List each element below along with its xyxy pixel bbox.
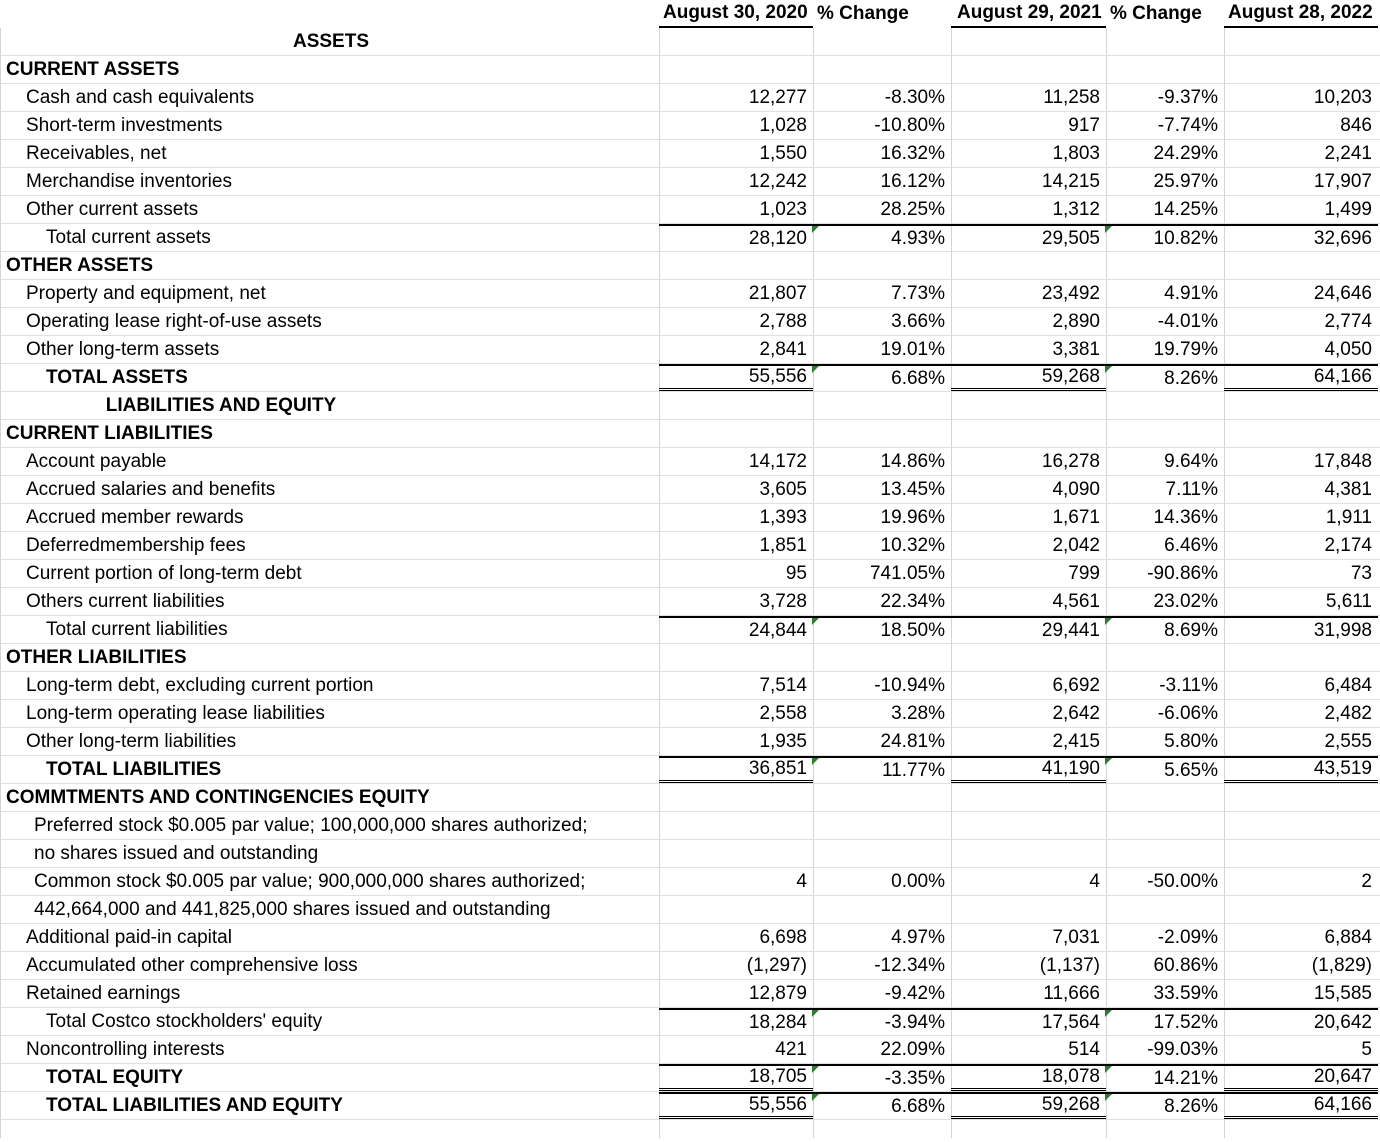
- change-2020-2021-cell[interactable]: 7.73%: [891, 282, 945, 304]
- row-label[interactable]: CURRENT LIABILITIES: [6, 422, 213, 444]
- change-2021-2022-cell[interactable]: [1106, 896, 1224, 923]
- change-2021-2022-cell[interactable]: -50.00%: [1147, 870, 1218, 892]
- row-label[interactable]: Total current liabilities: [46, 618, 228, 640]
- value-2021-cell[interactable]: 1,312: [1052, 198, 1100, 220]
- value-2022-cell[interactable]: [1224, 392, 1378, 419]
- change-2021-2022-cell[interactable]: -7.74%: [1157, 114, 1218, 136]
- row-label[interactable]: Cash and cash equivalents: [26, 86, 255, 108]
- change-2020-2021-cell[interactable]: 22.09%: [880, 1038, 945, 1060]
- table-row: [0, 476, 1380, 504]
- change-2021-2022-cell[interactable]: -6.06%: [1157, 702, 1218, 724]
- change-2020-2021-cell[interactable]: 10.32%: [880, 534, 945, 556]
- table-row: [0, 1008, 1380, 1036]
- change-2021-2022-cell[interactable]: 5.65%: [1106, 756, 1224, 783]
- change-2021-2022-cell[interactable]: [1106, 28, 1224, 55]
- value-2020-cell[interactable]: 4: [796, 870, 807, 892]
- value-2021-cell[interactable]: 18,078: [951, 1064, 1106, 1091]
- table-row: [0, 980, 1380, 1008]
- change-2020-2021-cell[interactable]: 28.25%: [880, 198, 945, 220]
- value-2020-cell[interactable]: [659, 784, 813, 811]
- table-row: [0, 700, 1380, 728]
- table-row: [0, 308, 1380, 336]
- formula-indicator-icon: [1105, 758, 1112, 765]
- value-2022-cell[interactable]: 43,519: [1224, 756, 1378, 783]
- value-2022-cell[interactable]: 5: [1361, 1038, 1372, 1060]
- value-2022-cell[interactable]: 17,907: [1313, 170, 1372, 192]
- value-2020-cell[interactable]: [659, 392, 813, 419]
- change-2020-2021-cell[interactable]: 13.45%: [880, 478, 945, 500]
- change-2021-2022-cell[interactable]: [1106, 420, 1224, 447]
- value-2022-cell[interactable]: 4,381: [1324, 478, 1372, 500]
- value-2020-cell[interactable]: 7,514: [759, 674, 807, 696]
- row-label[interactable]: Operating lease right-of-use assets: [26, 310, 322, 332]
- table-row: [0, 672, 1380, 700]
- table-row: [0, 840, 1380, 868]
- value-2022-cell[interactable]: 1,911: [1325, 506, 1372, 528]
- value-2021-cell[interactable]: 6,692: [1052, 674, 1100, 696]
- table-row: [0, 952, 1380, 980]
- value-2022-cell[interactable]: [1224, 420, 1378, 447]
- change-2020-2021-cell[interactable]: 14.86%: [880, 450, 945, 472]
- table-row: [0, 644, 1380, 672]
- formula-indicator-icon: [812, 618, 819, 625]
- table-row: [0, 1036, 1380, 1064]
- row-label[interactable]: Total current assets: [46, 226, 211, 248]
- value-2020-cell[interactable]: 1,393: [759, 506, 807, 528]
- table-row: [0, 504, 1380, 532]
- value-2021-cell[interactable]: 3,381: [1052, 338, 1100, 360]
- change-2021-2022-cell[interactable]: [1106, 56, 1224, 83]
- change-2020-2021-cell[interactable]: -9.42%: [884, 982, 945, 1004]
- change-2020-2021-cell[interactable]: [813, 644, 951, 671]
- value-2021-cell[interactable]: 14,215: [1041, 170, 1100, 192]
- value-2022-cell[interactable]: 5,611: [1325, 590, 1372, 612]
- change-2021-2022-cell[interactable]: 14.36%: [1153, 506, 1218, 528]
- change-2021-2022-cell[interactable]: 10.82%: [1106, 224, 1224, 251]
- change-2020-2021-cell[interactable]: 19.01%: [880, 338, 945, 360]
- value-2020-cell[interactable]: 55,556: [659, 364, 813, 391]
- value-2020-cell[interactable]: 28,120: [659, 224, 813, 251]
- table-row: [0, 28, 1380, 56]
- change-2020-2021-cell[interactable]: -3.94%: [813, 1008, 951, 1035]
- table-row: [0, 812, 1380, 840]
- value-2021-cell[interactable]: 59,268: [951, 1092, 1106, 1119]
- value-2022-cell[interactable]: 6,884: [1324, 926, 1372, 948]
- table-row: [0, 448, 1380, 476]
- value-2021-cell[interactable]: 1,671: [1052, 506, 1100, 528]
- value-2021-cell[interactable]: [951, 56, 1106, 83]
- value-2021-cell[interactable]: 29,441: [951, 616, 1106, 643]
- value-2021-cell[interactable]: [951, 896, 1106, 923]
- change-2020-2021-cell[interactable]: -10.94%: [874, 674, 945, 696]
- formula-indicator-icon: [812, 226, 819, 233]
- value-2020-cell[interactable]: 3,728: [759, 590, 807, 612]
- value-2020-cell[interactable]: 6,698: [759, 926, 807, 948]
- value-2021-cell[interactable]: 59,268: [951, 364, 1106, 391]
- value-2020-cell[interactable]: 55,556: [659, 1092, 813, 1119]
- change-2021-2022-cell[interactable]: -99.03%: [1147, 1038, 1218, 1060]
- change-2020-2021-cell[interactable]: 18.50%: [813, 616, 951, 643]
- change-2021-2022-cell[interactable]: 23.02%: [1153, 590, 1218, 612]
- row-label[interactable]: OTHER ASSETS: [6, 254, 154, 276]
- change-2021-2022-cell[interactable]: [1106, 644, 1224, 671]
- column-header-2020[interactable]: August 30, 2020: [659, 0, 813, 28]
- change-2020-2021-cell[interactable]: 16.32%: [880, 142, 945, 164]
- change-2020-2021-cell[interactable]: [813, 420, 951, 447]
- change-2021-2022-cell[interactable]: 25.97%: [1153, 170, 1218, 192]
- formula-indicator-icon: [812, 1066, 819, 1073]
- column-header-change-2020-2021[interactable]: % Change: [817, 3, 909, 24]
- change-2020-2021-cell[interactable]: [813, 840, 951, 867]
- row-label[interactable]: Property and equipment, net: [26, 282, 266, 304]
- value-2021-cell[interactable]: 29,505: [951, 224, 1106, 251]
- table-row: [0, 532, 1380, 560]
- change-2021-2022-cell[interactable]: -4.01%: [1157, 310, 1218, 332]
- table-row: [0, 868, 1380, 896]
- value-2021-cell[interactable]: (1,137): [1039, 954, 1100, 976]
- formula-indicator-icon: [1105, 618, 1112, 625]
- value-2021-cell[interactable]: 16,278: [1041, 450, 1100, 472]
- row-label[interactable]: Long-term operating lease liabilities: [26, 702, 325, 724]
- formula-indicator-icon: [1105, 1066, 1112, 1073]
- change-2021-2022-cell[interactable]: 60.86%: [1153, 954, 1218, 976]
- change-2020-2021-cell[interactable]: 16.12%: [880, 170, 945, 192]
- value-2021-cell[interactable]: 2,042: [1052, 534, 1100, 556]
- formula-indicator-icon: [812, 1010, 819, 1017]
- value-2022-cell[interactable]: 1,499: [1324, 198, 1372, 220]
- value-2020-cell[interactable]: [659, 896, 813, 923]
- change-2021-2022-cell[interactable]: 24.29%: [1153, 142, 1218, 164]
- change-2020-2021-cell[interactable]: 4.97%: [891, 926, 945, 948]
- row-label[interactable]: TOTAL LIABILITIES: [46, 758, 222, 780]
- formula-indicator-icon: [812, 1094, 819, 1101]
- table-row: [0, 252, 1380, 280]
- row-label[interactable]: Accrued salaries and benefits: [26, 478, 276, 500]
- value-2021-cell[interactable]: 11,258: [1043, 86, 1100, 108]
- value-2021-cell[interactable]: [951, 812, 1106, 839]
- table-row: [0, 560, 1380, 588]
- value-2020-cell[interactable]: [659, 840, 813, 867]
- value-2020-cell[interactable]: 12,242: [748, 170, 807, 192]
- row-label[interactable]: no shares issued and outstanding: [34, 842, 319, 864]
- value-2020-cell[interactable]: 1,023: [759, 198, 807, 220]
- value-2020-cell[interactable]: 24,844: [659, 616, 813, 643]
- change-2020-2021-cell[interactable]: 6.68%: [813, 364, 951, 391]
- row-label[interactable]: Noncontrolling interests: [26, 1038, 225, 1060]
- row-label[interactable]: TOTAL LIABILITIES AND EQUITY: [46, 1094, 343, 1116]
- value-2020-cell[interactable]: 14,172: [748, 450, 807, 472]
- row-label[interactable]: TOTAL ASSETS: [46, 366, 188, 388]
- value-2021-cell[interactable]: 4,561: [1052, 590, 1100, 612]
- row-label[interactable]: Short-term investments: [26, 114, 223, 136]
- change-2020-2021-cell[interactable]: 3.28%: [891, 702, 945, 724]
- row-label[interactable]: Others current liabilities: [26, 590, 225, 612]
- value-2021-cell[interactable]: [951, 644, 1106, 671]
- change-2021-2022-cell[interactable]: [1106, 812, 1224, 839]
- value-2022-cell[interactable]: [1224, 644, 1378, 671]
- value-2020-cell[interactable]: 18,284: [659, 1008, 813, 1035]
- change-2020-2021-cell[interactable]: 6.68%: [813, 1092, 951, 1119]
- change-2020-2021-cell[interactable]: -8.30%: [884, 86, 945, 108]
- value-2022-cell[interactable]: 24,646: [1313, 282, 1372, 304]
- value-2021-cell[interactable]: 4,090: [1052, 478, 1100, 500]
- formula-indicator-icon: [1105, 1010, 1112, 1017]
- table-row: [0, 168, 1380, 196]
- value-2020-cell[interactable]: 36,851: [659, 756, 813, 783]
- column-header-2022[interactable]: August 28, 2022: [1224, 0, 1378, 28]
- formula-indicator-icon: [812, 758, 819, 765]
- value-2020-cell[interactable]: 421: [775, 1038, 807, 1060]
- value-2022-cell[interactable]: 10,203: [1313, 86, 1372, 108]
- change-2021-2022-cell[interactable]: -90.86%: [1147, 562, 1218, 584]
- row-label[interactable]: Other long-term assets: [26, 338, 220, 360]
- value-2022-cell[interactable]: 2: [1361, 870, 1372, 892]
- value-2021-cell[interactable]: 11,666: [1043, 982, 1100, 1004]
- change-2020-2021-cell[interactable]: [813, 252, 951, 279]
- table-row: [0, 588, 1380, 616]
- value-2020-cell[interactable]: 1,851: [759, 534, 807, 556]
- value-2022-cell[interactable]: 31,998: [1224, 616, 1378, 643]
- row-label[interactable]: Total Costco stockholders' equity: [46, 1010, 323, 1032]
- row-label[interactable]: TOTAL EQUITY: [46, 1066, 184, 1088]
- change-2020-2021-cell[interactable]: 0.00%: [891, 870, 945, 892]
- value-2022-cell[interactable]: 64,166: [1224, 1092, 1378, 1119]
- table-row: [0, 756, 1380, 784]
- value-2021-cell[interactable]: 4: [1089, 870, 1100, 892]
- table-row: [0, 1092, 1380, 1120]
- row-label[interactable]: Additional paid-in capital: [26, 926, 232, 948]
- change-2021-2022-cell[interactable]: 6.46%: [1164, 534, 1218, 556]
- change-2020-2021-cell[interactable]: 3.66%: [891, 310, 945, 332]
- value-2022-cell[interactable]: [1224, 840, 1378, 867]
- change-2021-2022-cell[interactable]: 8.26%: [1106, 1092, 1224, 1119]
- row-label[interactable]: Other current assets: [26, 198, 199, 220]
- value-2020-cell[interactable]: 2,841: [759, 338, 807, 360]
- value-2022-cell[interactable]: 2,555: [1324, 730, 1372, 752]
- change-2020-2021-cell[interactable]: [813, 784, 951, 811]
- value-2020-cell[interactable]: 95: [785, 562, 807, 584]
- formula-indicator-icon: [1105, 1094, 1112, 1101]
- row-label[interactable]: CURRENT ASSETS: [6, 58, 180, 80]
- change-2020-2021-cell[interactable]: [813, 392, 951, 419]
- value-2020-cell[interactable]: 1,028: [759, 114, 807, 136]
- value-2021-cell[interactable]: 17,564: [951, 1008, 1106, 1035]
- row-label[interactable]: Other long-term liabilities: [26, 730, 237, 752]
- value-2020-cell[interactable]: [659, 252, 813, 279]
- value-2021-cell[interactable]: [951, 840, 1106, 867]
- value-2020-cell[interactable]: 12,879: [748, 982, 807, 1004]
- change-2020-2021-cell[interactable]: [813, 812, 951, 839]
- row-label[interactable]: COMMTMENTS AND CONTINGENCIES EQUITY: [6, 786, 430, 808]
- value-2022-cell[interactable]: 20,647: [1224, 1064, 1378, 1091]
- change-2021-2022-cell[interactable]: 9.64%: [1164, 450, 1218, 472]
- value-2020-cell[interactable]: [659, 812, 813, 839]
- value-2020-cell[interactable]: 3,605: [759, 478, 807, 500]
- value-2022-cell[interactable]: [1224, 56, 1378, 83]
- change-2020-2021-cell[interactable]: 741.05%: [869, 562, 945, 584]
- change-2021-2022-cell[interactable]: 8.26%: [1106, 364, 1224, 391]
- row-label[interactable]: Receivables, net: [26, 142, 167, 164]
- column-header-2021[interactable]: August 29, 2021: [951, 0, 1106, 28]
- change-2020-2021-cell[interactable]: 22.34%: [880, 590, 945, 612]
- value-2021-cell[interactable]: 2,890: [1052, 310, 1100, 332]
- row-label[interactable]: Common stock $0.005 par value; 900,000,000 shares authorized;: [34, 870, 586, 892]
- value-2021-cell[interactable]: 799: [1068, 562, 1100, 584]
- value-2020-cell[interactable]: [659, 56, 813, 83]
- change-2021-2022-cell[interactable]: 14.21%: [1106, 1064, 1224, 1091]
- row-label[interactable]: Merchandise inventories: [26, 170, 232, 192]
- value-2022-cell[interactable]: 73: [1350, 562, 1372, 584]
- value-2021-cell[interactable]: [951, 784, 1106, 811]
- row-label[interactable]: ASSETS: [292, 30, 370, 52]
- value-2021-cell[interactable]: 514: [1068, 1038, 1100, 1060]
- change-2021-2022-cell[interactable]: -2.09%: [1157, 926, 1218, 948]
- table-row: [0, 224, 1380, 252]
- table-row: [0, 784, 1380, 812]
- value-2022-cell[interactable]: 15,585: [1313, 982, 1372, 1004]
- value-2022-cell[interactable]: 2,174: [1324, 534, 1372, 556]
- change-2020-2021-cell[interactable]: [813, 56, 951, 83]
- value-2022-cell[interactable]: 2,482: [1324, 702, 1372, 724]
- change-2021-2022-cell[interactable]: [1106, 252, 1224, 279]
- value-2021-cell[interactable]: 7,031: [1052, 926, 1100, 948]
- change-2020-2021-cell[interactable]: -10.80%: [874, 114, 945, 136]
- value-2022-cell[interactable]: [1224, 784, 1378, 811]
- value-2022-cell[interactable]: [1224, 252, 1378, 279]
- table-row: [0, 616, 1380, 644]
- value-2022-cell[interactable]: [1224, 812, 1378, 839]
- row-label[interactable]: Preferred stock $0.005 par value; 100,000,000 shares authorized;: [34, 814, 588, 836]
- change-2020-2021-cell[interactable]: 19.96%: [880, 506, 945, 528]
- change-2020-2021-cell[interactable]: -3.35%: [813, 1064, 951, 1091]
- value-2021-cell[interactable]: 41,190: [951, 756, 1106, 783]
- table-row: [0, 84, 1380, 112]
- value-2021-cell[interactable]: 2,642: [1052, 702, 1100, 724]
- value-2020-cell[interactable]: 1,935: [759, 730, 807, 752]
- value-2021-cell[interactable]: [951, 392, 1106, 419]
- value-2020-cell[interactable]: [659, 28, 813, 55]
- value-2022-cell[interactable]: [1224, 28, 1378, 55]
- value-2022-cell[interactable]: [1224, 896, 1378, 923]
- change-2021-2022-cell[interactable]: 14.25%: [1153, 198, 1218, 220]
- table-row: [0, 140, 1380, 168]
- change-2021-2022-cell[interactable]: 5.80%: [1164, 730, 1218, 752]
- value-2021-cell[interactable]: 23,492: [1041, 282, 1100, 304]
- value-2021-cell[interactable]: 2,415: [1052, 730, 1100, 752]
- change-2020-2021-cell[interactable]: 24.81%: [880, 730, 945, 752]
- value-2022-cell[interactable]: 4,050: [1324, 338, 1372, 360]
- table-row: [0, 112, 1380, 140]
- row-label[interactable]: Retained earnings: [26, 982, 181, 1004]
- formula-indicator-icon: [1105, 366, 1112, 373]
- value-2020-cell[interactable]: 12,277: [748, 86, 807, 108]
- value-2020-cell[interactable]: 2,788: [759, 310, 807, 332]
- change-2020-2021-cell[interactable]: 11.77%: [813, 756, 951, 783]
- row-label[interactable]: Long-term debt, excluding current portion: [26, 674, 374, 696]
- row-label[interactable]: LIABILITIES AND EQUITY: [105, 394, 337, 416]
- change-2021-2022-cell[interactable]: 7.11%: [1165, 478, 1218, 500]
- table-row: [0, 728, 1380, 756]
- row-label[interactable]: Current portion of long-term debt: [26, 562, 302, 584]
- row-label[interactable]: OTHER LIABILITIES: [6, 646, 187, 668]
- value-2020-cell[interactable]: 2,558: [759, 702, 807, 724]
- value-2021-cell[interactable]: [951, 420, 1106, 447]
- change-2020-2021-cell[interactable]: 4.93%: [813, 224, 951, 251]
- table-row: [0, 56, 1380, 84]
- value-2020-cell[interactable]: (1,297): [746, 954, 807, 976]
- value-2022-cell[interactable]: 32,696: [1224, 224, 1378, 251]
- value-2021-cell[interactable]: 917: [1068, 114, 1100, 136]
- value-2020-cell[interactable]: [659, 644, 813, 671]
- row-label[interactable]: Accrued member rewards: [26, 506, 244, 528]
- column-header-change-2021-2022[interactable]: % Change: [1110, 3, 1202, 24]
- value-2022-cell[interactable]: 2,774: [1324, 310, 1372, 332]
- row-label[interactable]: Account payable: [26, 450, 167, 472]
- table-row: [0, 196, 1380, 224]
- change-2021-2022-cell[interactable]: 4.91%: [1164, 282, 1218, 304]
- value-2022-cell[interactable]: 6,484: [1324, 674, 1372, 696]
- table-row: [0, 420, 1380, 448]
- value-2022-cell[interactable]: 2,241: [1324, 142, 1372, 164]
- change-2021-2022-cell[interactable]: [1106, 392, 1224, 419]
- table-row: [0, 364, 1380, 392]
- formula-indicator-icon: [1105, 226, 1112, 233]
- row-label[interactable]: Accumulated other comprehensive loss: [26, 954, 358, 976]
- change-2021-2022-cell[interactable]: 19.79%: [1153, 338, 1218, 360]
- value-2022-cell[interactable]: (1,829): [1311, 954, 1372, 976]
- value-2020-cell[interactable]: [659, 420, 813, 447]
- value-2022-cell[interactable]: 64,166: [1224, 364, 1378, 391]
- value-2020-cell[interactable]: 18,705: [659, 1064, 813, 1091]
- table-row: [0, 1064, 1380, 1092]
- table-row: [0, 336, 1380, 364]
- change-2021-2022-cell[interactable]: -3.11%: [1159, 674, 1218, 696]
- value-2022-cell[interactable]: 846: [1340, 114, 1372, 136]
- table-row: [0, 924, 1380, 952]
- value-2020-cell[interactable]: 1,550: [759, 142, 807, 164]
- value-2022-cell[interactable]: 17,848: [1313, 450, 1372, 472]
- change-2020-2021-cell[interactable]: -12.34%: [874, 954, 945, 976]
- row-label[interactable]: Deferredmembership fees: [26, 534, 246, 556]
- table-row: [0, 896, 1380, 924]
- change-2020-2021-cell[interactable]: [813, 896, 951, 923]
- change-2021-2022-cell[interactable]: 17.52%: [1106, 1008, 1224, 1035]
- value-2022-cell[interactable]: 20,642: [1224, 1008, 1378, 1035]
- table-row: [0, 280, 1380, 308]
- table-row: [0, 392, 1380, 420]
- change-2021-2022-cell[interactable]: 8.69%: [1106, 616, 1224, 643]
- value-2021-cell[interactable]: 1,803: [1052, 142, 1100, 164]
- change-2021-2022-cell[interactable]: [1106, 784, 1224, 811]
- change-2021-2022-cell[interactable]: -9.37%: [1157, 86, 1218, 108]
- formula-indicator-icon: [812, 366, 819, 373]
- change-2021-2022-cell[interactable]: [1106, 840, 1224, 867]
- change-2021-2022-cell[interactable]: 33.59%: [1153, 982, 1218, 1004]
- change-2020-2021-cell[interactable]: [813, 28, 951, 55]
- value-2020-cell[interactable]: 21,807: [748, 282, 807, 304]
- value-2021-cell[interactable]: [951, 28, 1106, 55]
- value-2021-cell[interactable]: [951, 252, 1106, 279]
- row-label[interactable]: 442,664,000 and 441,825,000 shares issued and outstanding: [34, 898, 551, 920]
